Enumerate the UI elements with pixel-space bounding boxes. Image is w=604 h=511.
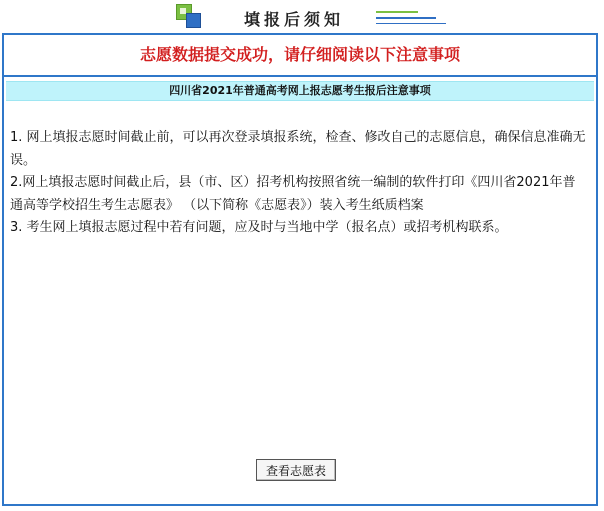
decorative-line	[376, 11, 418, 13]
notice-item: 1. 网上填报志愿时间截止前，可以再次登录填报系统，检查、修改自己的志愿信息，确保信息准确无误。	[10, 130, 586, 168]
notice-panel	[2, 33, 598, 506]
notice-content	[4, 101, 596, 240]
decorative-line	[376, 17, 436, 19]
success-message: 志愿数据提交成功，请仔细阅读以下注意事项	[4, 35, 596, 77]
view-application-form-button[interactable]: 查看志愿表	[256, 459, 336, 481]
page-title: 填报后须知	[244, 10, 345, 29]
decorative-line	[376, 23, 446, 24]
page-header	[0, 0, 604, 33]
notice-item: 3. 考生网上填报志愿过程中若有问题，应及时与当地中学（报名点）或招考机构联系。	[10, 220, 508, 235]
notice-title: 四川省2021年普通高考网上报志愿考生报后注意事项	[6, 81, 594, 101]
notice-item: 2.网上填报志愿时间截止后，县（市、区）招考机构按照省统一编制的软件打印《四川省2021年普通高等学校招生考生志愿表》 （以下简称《志愿表》）装入考生纸质档案	[10, 175, 576, 213]
logo-icon	[176, 4, 202, 28]
